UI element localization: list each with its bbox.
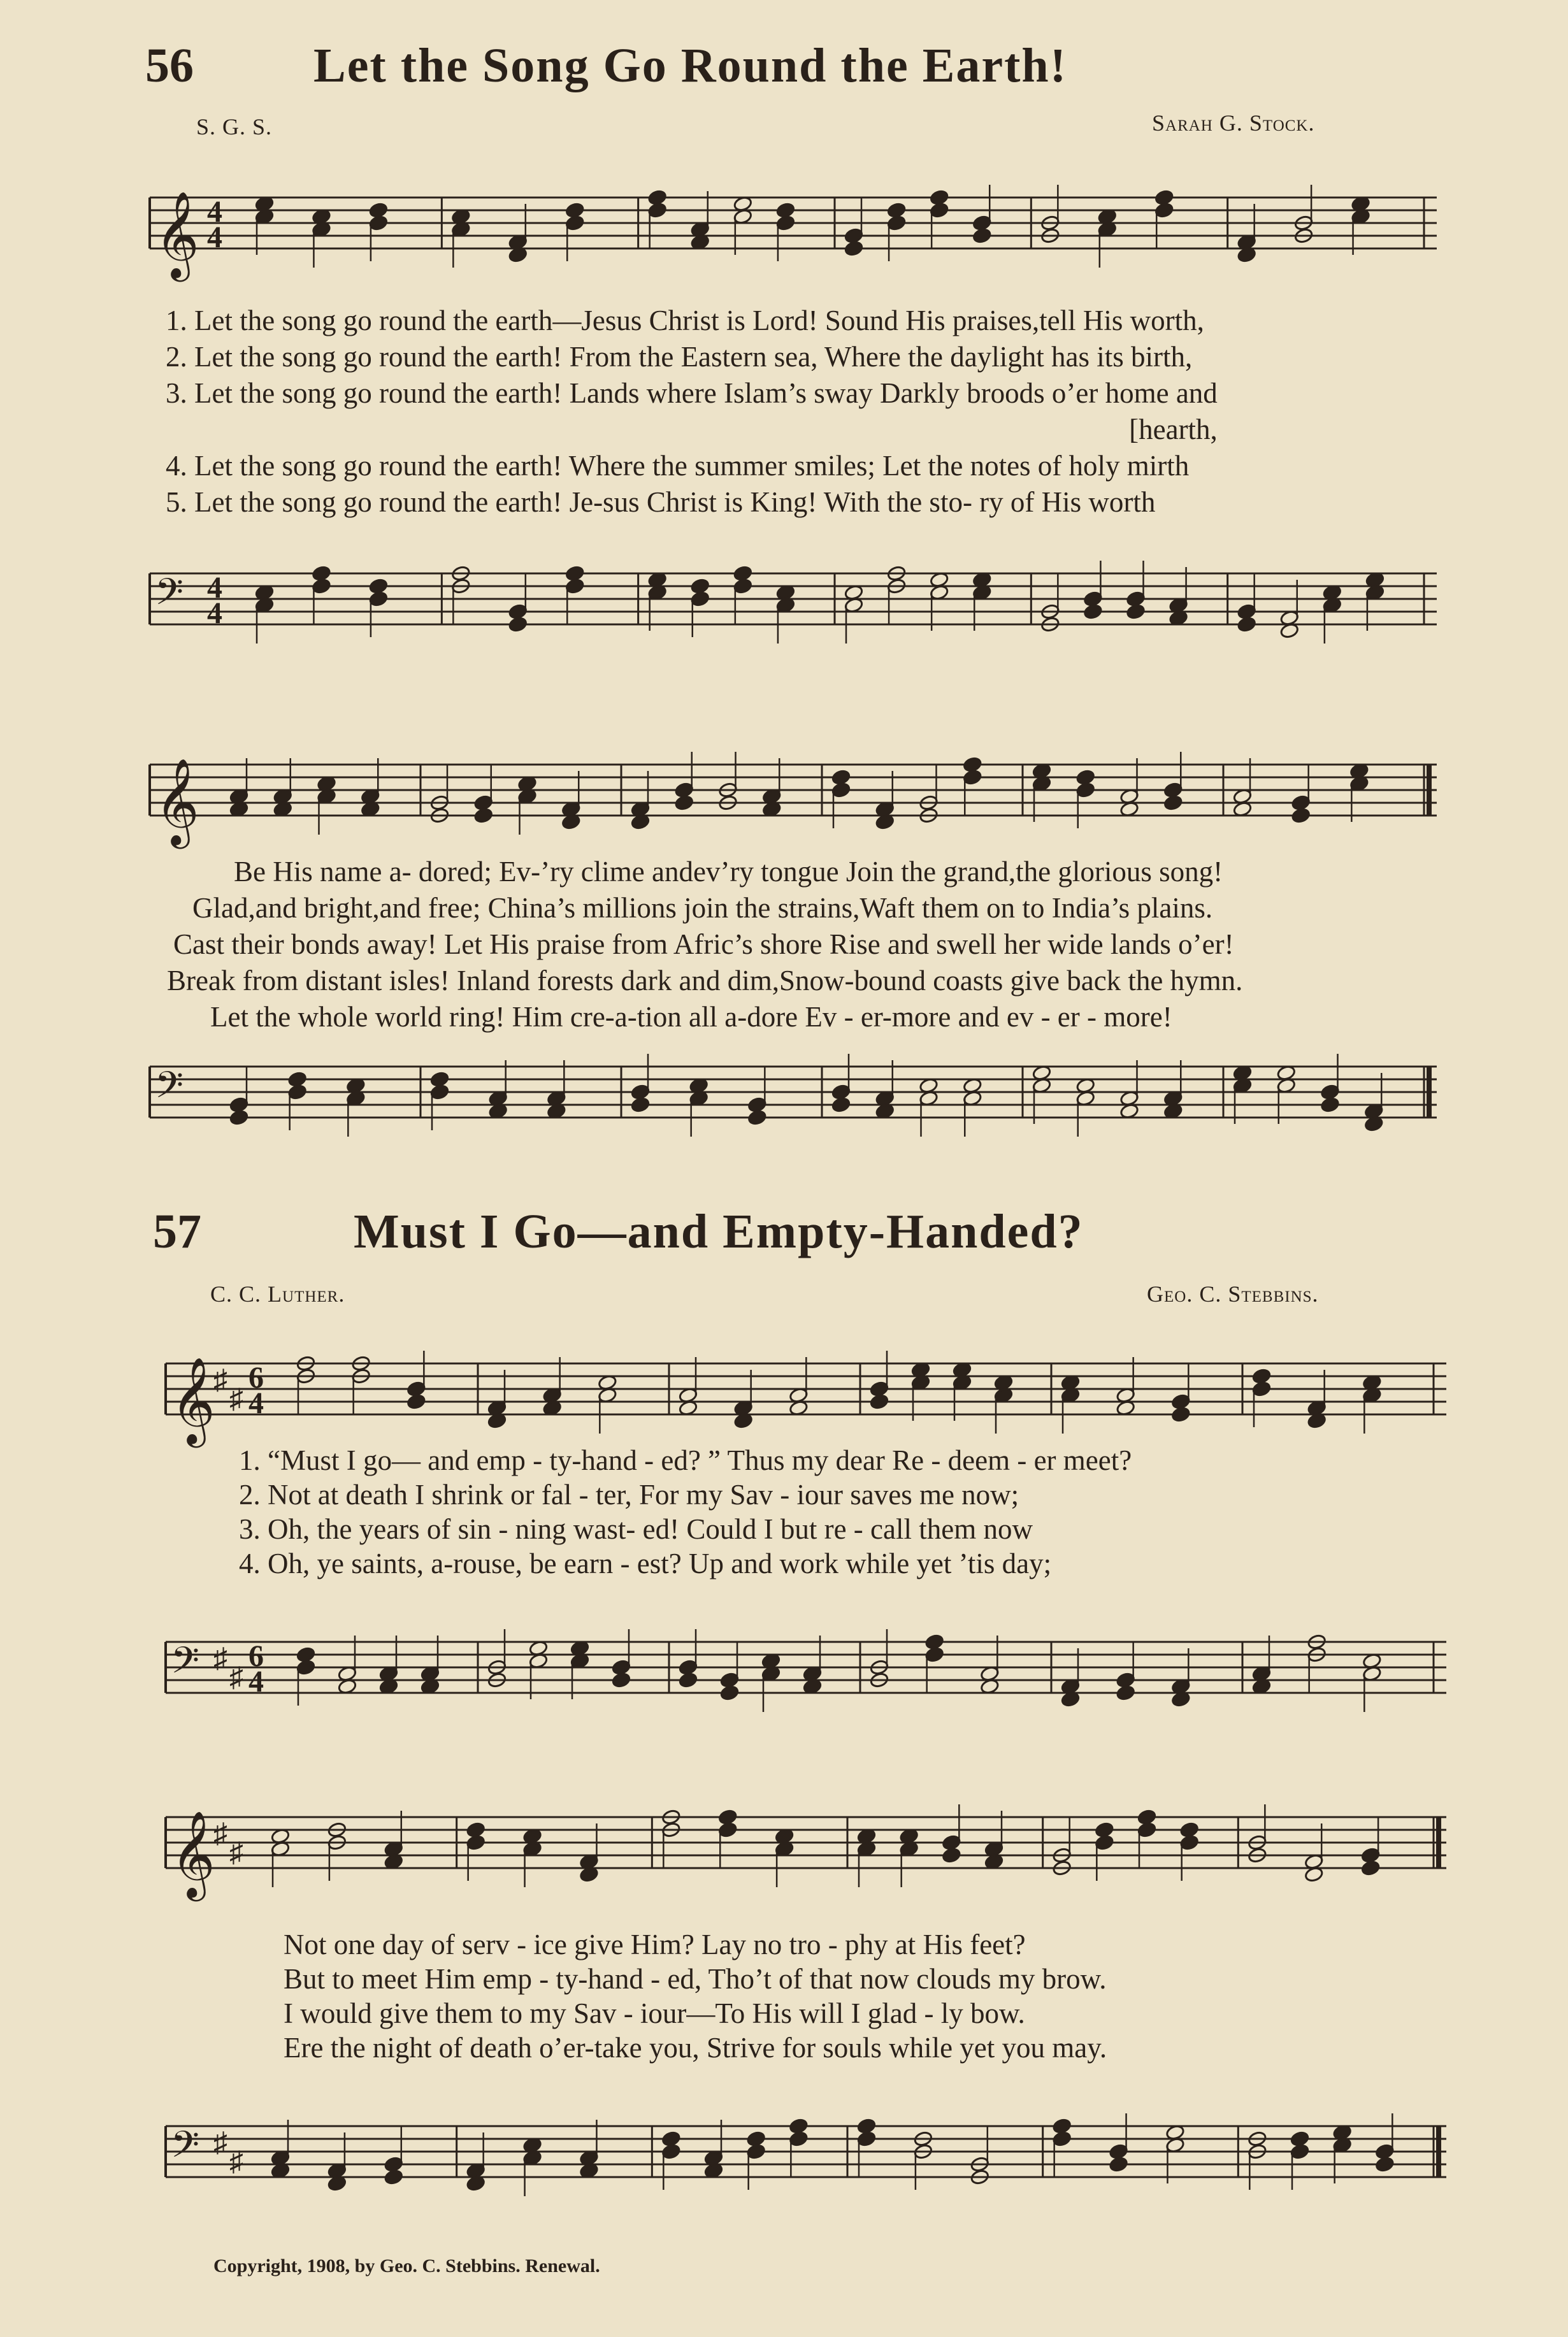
verse-line: 5. Let the song go round the earth! Je-sus Christ is King! With the sto- ry of His worth: [166, 486, 1156, 518]
treble-clef-icon: 𝄞: [171, 1356, 215, 1444]
bass-clef-icon: 𝄢: [171, 1639, 200, 1691]
time-signature-top: 6: [248, 1639, 264, 1673]
hymn-57-verses-part2: [284, 1927, 1107, 2065]
bass-staff-drawing: [153, 2077, 1453, 2230]
sharp-icon: ♯: [229, 2146, 243, 2177]
hymn-56-title: Let the Song Go Round the Earth!: [313, 39, 1067, 92]
hymn-56-verses-part1: [166, 303, 1218, 521]
sharp-icon: ♯: [229, 1662, 243, 1693]
bass-clef-icon: 𝄢: [171, 2123, 200, 2175]
verse-line: 2. Not at death I shrink or fal - ter, For my Sav - iour saves me now;: [239, 1479, 1019, 1511]
verse-line: 4. Oh, ye saints, a-rouse, be earn - est? Up and work while yet ’tis day;: [239, 1548, 1052, 1579]
time-signature-bottom: 4: [207, 220, 222, 254]
verse-line: Ere the night of death o’er-take you, Strive for souls while yet you may.: [284, 2032, 1107, 2064]
verse-line: 2. Let the song go round the earth! From the Eastern sea, Where the daylight has its birth,: [166, 341, 1193, 373]
hymn-56-treble-staff-2: [137, 720, 1443, 860]
verse-line: But to meet Him emp - ty-hand - ed, Tho’t of that now clouds my brow.: [284, 1963, 1107, 1995]
treble-staff-drawing: [137, 153, 1443, 293]
sharp-icon: ♯: [229, 1837, 243, 1868]
verse-line: Not one day of serv - ice give Him? Lay no tro - phy at His feet?: [284, 1929, 1026, 1960]
hymn-57-number: 57: [153, 1205, 201, 1258]
hymn-57-treble-staff-2: [153, 1768, 1453, 1921]
bass-staff-drawing: [153, 1593, 1453, 1746]
time-signature-bottom: 4: [248, 1386, 264, 1420]
verse-line: I would give them to my Sav - iour—To His will I glad - ly bow.: [284, 1997, 1025, 2029]
hymn-56-words-credit: Sarah G. Stock.: [1152, 110, 1315, 136]
verse-line: Let the whole world ring! Him cre-a-tion all a-dore Ev - er-more and ev - er - more!: [210, 1001, 1172, 1033]
verse-line: Glad,and bright,and free; China’s millions join the strains,Waft them on to India’s plains.: [192, 892, 1213, 924]
treble-clef-icon: 𝄞: [155, 190, 199, 278]
hymn-57-treble-staff-1: [153, 1319, 1453, 1459]
bass-staff-drawing: [137, 1026, 1443, 1153]
treble-clef-icon: 𝄞: [171, 1809, 215, 1897]
hymn-56-verses-part2: [167, 854, 1242, 1035]
treble-staff-drawing: [153, 1768, 1453, 1921]
hymn-57-words-credit: Geo. C. Stebbins.: [1147, 1281, 1319, 1307]
hymn-57-bass-staff-1: [153, 1593, 1453, 1746]
treble-staff-drawing: [153, 1319, 1453, 1459]
copyright-notice: Copyright, 1908, by Geo. C. Stebbins. Renewal.: [213, 2255, 600, 2276]
verse-line: Cast their bonds away! Let His praise from Afric’s shore Rise and swell her wide lands o’er!: [173, 928, 1234, 960]
sharp-icon: ♯: [229, 1383, 243, 1414]
verse-line: 4. Let the song go round the earth! Where the summer smiles; Let the notes of holy mirth: [166, 450, 1190, 482]
hymn-57-verses-part1: [239, 1443, 1132, 1581]
time-signature-top: 4: [207, 195, 222, 229]
hymn-56-bass-staff-2: [137, 1026, 1443, 1153]
sharp-icon: ♯: [213, 1818, 227, 1849]
hymn-57-music-credit: C. C. Luther.: [210, 1281, 345, 1307]
verse-line: 3. Oh, the years of sin - ning wast- ed! Could I but re - call them now: [239, 1513, 1033, 1545]
verse-line: 3. Let the song go round the earth! Lands where Islam’s sway Darkly broods o’er home and: [166, 377, 1218, 409]
verse-line-continuation: [hearth,: [1129, 413, 1218, 445]
bass-clef-icon: 𝄢: [155, 1063, 184, 1116]
time-signature-bottom: 4: [248, 1665, 264, 1699]
verse-line: Break from distant isles! Inland forests dark and dim,Snow-bound coasts give back the hymn.: [167, 965, 1243, 996]
sharp-icon: ♯: [213, 2127, 227, 2158]
hymn-56-treble-staff-1: [137, 153, 1443, 293]
verse-line: 1. “Must I go— and emp - ty-hand - ed? ” Thus my dear Re - deem - er meet?: [239, 1444, 1132, 1476]
sharp-icon: ♯: [213, 1364, 227, 1395]
time-signature-bottom: 4: [207, 596, 222, 630]
treble-clef-icon: 𝄞: [155, 757, 199, 845]
hymn-57-title: Must I Go—and Empty-Handed?: [354, 1205, 1084, 1258]
verse-line: 1. Let the song go round the earth—Jesus Christ is Lord! Sound His praises,tell His worth,: [166, 305, 1204, 336]
hymn-56-number: 56: [145, 39, 194, 92]
time-signature-top: 4: [207, 571, 222, 605]
treble-staff-drawing: [137, 720, 1443, 860]
bass-staff-drawing: [137, 529, 1443, 669]
hymn-57-bass-staff-2: [153, 2077, 1453, 2230]
hymn-56-bass-staff-1: [137, 529, 1443, 669]
time-signature-top: 6: [248, 1361, 264, 1395]
hymn-56-music-credit: S. G. S.: [196, 114, 273, 140]
bass-clef-icon: 𝄢: [155, 570, 184, 622]
sharp-icon: ♯: [213, 1643, 227, 1674]
verse-line: Be His name a- dored; Ev-’ry clime andev’ry tongue Join the grand,the glorious song!: [234, 856, 1223, 888]
